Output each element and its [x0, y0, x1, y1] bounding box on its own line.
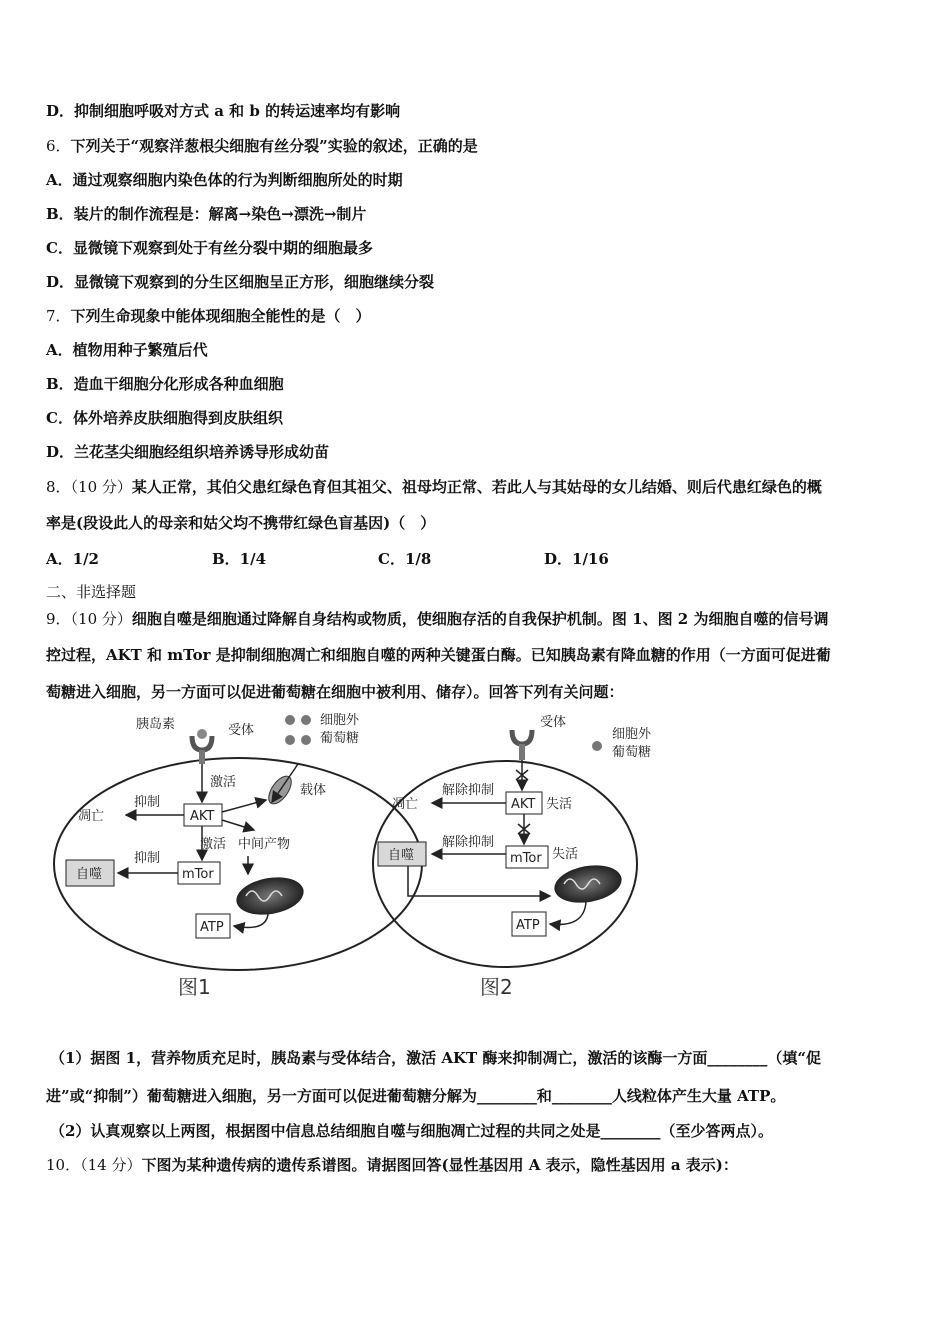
q8-stem-line2: 率是(段设此人的母亲和姑父均不携带红绿色盲基因)（ ） — [46, 514, 436, 532]
q8-stem-line1 — [46, 477, 822, 497]
q9-sub1-line2: 进”或“抑制”）葡萄糖进入细胞，另一方面可以促进葡萄糖分解为________和________人线粒体产生大量 ATP。 — [46, 1087, 786, 1105]
q7-stem-text: 下列生命现象中能体现细胞全能性的是（ ） — [70, 307, 371, 325]
q7-option-b: B．造血干细胞分化形成各种血细胞 — [46, 375, 284, 393]
fig2-apoptosis-label: 凋亡 — [392, 797, 419, 812]
fig1-apoptosis-label: 凋亡 — [78, 809, 105, 824]
fig2-autophagy-mitochondrion-arrow — [408, 866, 550, 896]
q10-stem — [46, 1155, 738, 1175]
fig2-glucose-label2: 葡萄糖 — [612, 745, 652, 760]
q8-option-b: B．1/4 — [212, 550, 267, 568]
q9-sub2: （2）认真观察以上两图，根据图中信息总结细胞自噬与细胞凋亡过程的共同之处是________（至少答两点）。 — [50, 1122, 773, 1140]
fig1-autophagy-label: 自噬 — [76, 867, 103, 882]
fig1-carrier-label: 载体 — [300, 783, 327, 798]
signal-pathway-figure — [40, 706, 680, 1006]
section-heading: 二、非选择题 — [46, 583, 137, 601]
q6-option-a: A．通过观察细胞内染色体的行为判断细胞所处的时期 — [46, 171, 403, 189]
fig2-autophagy-label: 自噬 — [388, 848, 415, 863]
q7-option-a: A．植物用种子繁殖后代 — [46, 341, 208, 359]
fig2-mtor-label: mTor — [510, 851, 542, 866]
q6-stem-text: 下列关于“观察洋葱根尖细胞有丝分裂”实验的叙述，正确的是 — [70, 137, 478, 155]
q9-number: 9．（10 分） — [46, 610, 132, 628]
q10-number: 10．（14 分） — [46, 1156, 142, 1174]
fig2-atp-arrow — [550, 902, 586, 925]
q6-option-c: C．显微镜下观察到处于有丝分裂中期的细胞最多 — [46, 239, 373, 257]
fig1-glucose-dot — [301, 715, 311, 725]
q6-stem — [46, 136, 478, 156]
fig2-inactive1-label: 失活 — [546, 797, 573, 812]
q7-option-c: C．体外培养皮肤细胞得到皮肤组织 — [46, 409, 283, 427]
fig1-glucose-dot — [301, 735, 311, 745]
q7-option-d: D．兰花茎尖细胞经组织培养诱导形成幼苗 — [46, 443, 330, 461]
fig1-activate2-label: 激活 — [200, 837, 227, 852]
fig1-receptor-stem — [199, 750, 205, 764]
q9-stem-line3: 萄糖进入细胞，另一方面可以促进葡萄糖在细胞中被利用、储存）。回答下列有关问题： — [46, 683, 624, 701]
q8-number: 8．（10 分） — [46, 478, 132, 496]
fig1-akt-label: AKT — [190, 809, 215, 824]
fig1-atp-arrow — [234, 914, 268, 928]
q10-stem-text: 下图为某种遗传病的遗传系谱图。请据图回答(显性基因用 A 表示，隐性基因用 a 表示)： — [141, 1156, 738, 1174]
fig1-mtor-label: mTor — [182, 867, 214, 882]
fig2-inactive2-label: 失活 — [552, 847, 579, 862]
fig1-insulin-label: 胰岛素 — [136, 717, 176, 732]
fig1-inhibit2-label: 抑制 — [134, 851, 161, 866]
fig2-release2-label: 解除抑制 — [442, 835, 495, 850]
figure-1 — [54, 713, 422, 999]
q7-stem — [46, 306, 371, 326]
fig2-caption: 图2 — [480, 975, 513, 999]
q7-number: 7． — [46, 307, 71, 325]
q9-stem-line2: 控过程，AKT 和 mTor 是抑制细胞凋亡和细胞自噬的两种关键蛋白酶。已知胰岛素有降血糖的作用（一方面可促进葡 — [46, 646, 831, 664]
fig2-receptor-icon — [512, 730, 532, 744]
fig2-glucose-label1: 细胞外 — [612, 727, 652, 742]
q5-option-d: D．抑制细胞呼吸对方式 a 和 b 的转运速率均有影响 — [46, 102, 401, 120]
fig1-akt-intermediate-arrow — [222, 820, 254, 830]
fig2-receptor-label: 受体 — [540, 715, 567, 730]
fig2-glucose-icon — [592, 741, 602, 751]
fig2-release1-label: 解除抑制 — [442, 783, 495, 798]
q9-stem-text1: 细胞自噬是细胞通过降解自身结构或物质，使细胞存活的自我保护机制。图 1、图 2 为细胞自噬的信号调 — [131, 610, 829, 628]
figure-2 — [373, 714, 652, 999]
fig1-glucose-label2: 葡萄糖 — [320, 731, 360, 746]
fig1-insulin-icon — [197, 729, 207, 739]
q9-stem-line1 — [46, 609, 828, 629]
fig1-glucose-dot — [285, 735, 295, 745]
fig1-inhibit1-label: 抑制 — [134, 795, 161, 810]
fig1-akt-carrier-arrow — [222, 800, 266, 812]
q9-sub1-line1: （1）据图 1，营养物质充足时，胰岛素与受体结合，激活 AKT 酶来抑制凋亡，激活的该酶一方面________（填“促 — [50, 1049, 822, 1067]
fig1-receptor-label: 受体 — [228, 723, 255, 738]
fig1-glucose-label1: 细胞外 — [320, 713, 360, 728]
fig1-activate-label: 激活 — [210, 775, 237, 790]
fig1-intermediate-label: 中间产物 — [238, 837, 291, 852]
q6-number: 6． — [46, 137, 71, 155]
fig1-atp-label: ATP — [200, 920, 224, 935]
fig2-receptor-stem — [519, 744, 525, 760]
fig2-akt-label: AKT — [511, 797, 536, 812]
fig1-caption: 图1 — [178, 975, 211, 999]
fig2-atp-label: ATP — [516, 918, 540, 933]
q8-option-d: D．1/16 — [544, 550, 609, 568]
fig1-glucose-icon — [285, 715, 295, 725]
q8-option-a: A．1/2 — [46, 550, 99, 568]
q6-option-b: B．装片的制作流程是：解离→染色→漂洗→制片 — [46, 205, 367, 223]
q8-stem-text1: 某人正常，其伯父患红绿色育但其祖父、祖母均正常、若此人与其姑母的女儿结婚、则后代患红绿色的概 — [131, 478, 822, 496]
q8-option-c: C．1/8 — [378, 550, 432, 568]
q6-option-d: D．显微镜下观察到的分生区细胞呈正方形，细胞继续分裂 — [46, 273, 435, 291]
